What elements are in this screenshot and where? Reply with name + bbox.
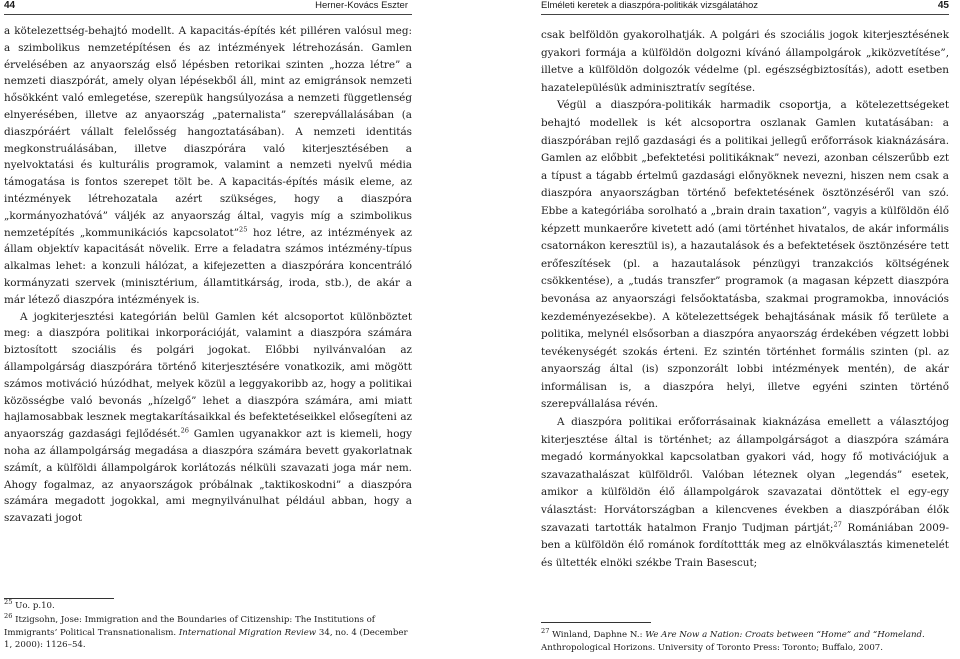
footnote-27: $^{27}$ Winland, Daphne N.: We Are Now a Nation: Croats between “Home” and “Homeland. Anthropological Horizons. University of Toronto Press: Toronto; Buffalo, 2007.	[541, 627, 925, 653]
left-page-number: 44	[4, 0, 16, 11]
right-footnote-rule	[541, 622, 651, 623]
right-paragraph-3: A diaszpóra politikai erőforrásainak kiaknázása emellett a választójog kiterjesztése által is történhet; az állampolgárságot a diaszpóra számára megadó kormányokkal kapcsolatban gyakori vád, hogy fő motivációjuk a szavazathalászat külföldről. Valóban léteznek olyan „legendás” esetek, amikor a külföldön élő állampolgárok szavazatai döntöttek el egy-egy választást: Horvátországban a kilencvenes években a diaszpórában élők szavazati tartották hatalmon Franjo Tudjman pártját;$^{27}$ Romániában 2009-ben a külföldön élő románok fordítottták meg az elnökválasztás kimenetelét és ültették elnöki székbe Train Basescut;	[541, 416, 949, 569]
right-page	[541, 0, 949, 659]
footnote-ref-25[interactable]: 25	[239, 225, 248, 234]
footnote-ref-26[interactable]: 26	[180, 426, 189, 435]
left-running-header	[4, 0, 412, 15]
left-paragraph-2: A jogkiterjesztési kategórián belül Gamlen két alcsoportot különböztet meg: a diaszpóra politikai inkorporációját, valamint a diaszpóra számára biztosított szociális és polgári jogokat. Előbbi nyilvánvalóan az állampolgárság diaszpórára történő kiterjesztésére vonatkozik, ami mögött számos motiváció húzódhat, melyek közül a leggyakoribb az, hogy a politikai közösségbe való bevonás „hízelgő” lehet a diaszpóra számára, ami miatt hajlamosabbak lesznek megtakarításaikkal és befektetéseikkel elősegíteni az anyaország gazdasági fejlődését.$^{26}$ Gamlen ugyanakkor azt is kiemeli, hogy noha az állampolgárság megadása a diaszpóra számára bevett gyakorlatnak számít, a külföldi állampolgárok korlátozás nélküli szavazati joga már nem. Ahogy fogalmaz, az anyaországok próbálnak „taktikoskodni” a diaszpóra számára megadott jogokkal, ami megnyilvánulhat például abban, hogy a szavazati jogot	[4, 310, 412, 525]
right-paragraph-2: Végül a diaszpóra-politikák harmadik csoportja, a kötelezettségeket behajtó modellek is két alcsoportra oszlanak Gamlen kutatásában: a diaszpórában rejlő gazdasági és a politikai jellegű erőforrások kiaknázására. Gamlen az előbbit „befektetési politikáknak” nevezi, azonban célszerűbb ezt a típust a tágabb értelmű gazdasági előnyöknek nevezni, hiszen nem csak a diaszpóra anyaországban történő befektetésének ösztönzéséről van szó. Ebbe a kategóriába sorolható a „brain drain taxation”, vagyis a külföldön élő képzett munkaerőre kivetett adó (ami történhet hivatalos, de akár informális csatornákon keresztül is), a hazautalások és a befektetések ösztönzésére tett erőfeszítések (pl. a hazautalások pénzügyi tranzakciós költségének csökkentése), a „tudás transzfer” programok (a magasan képzett diaszpóra bevonása az anyaországi felsőoktatásba, szakmai programokba, innovációs kezdeményezésekbe). A kötelezettségek behajtásának másik fő területe a politika, melynél elsősorban a diaszpóra anyaország érdekében végzett lobbi tevékenységét szokás érteni. Ez szintén történhet formális szinten (pl. az anyaország által (is) szponzorált lobbi intézmények mentén), de akár informálisan is, a diaszpóra helyi, illetve egyéni szinten történő szerepvállalása révén.	[541, 99, 949, 411]
footnote-ref-27[interactable]: 27	[833, 520, 842, 529]
right-running-header	[541, 0, 949, 15]
right-page-number: 45	[937, 0, 949, 11]
footnote-26: $^{26}$ Itzigsohn, Jose: Immigration and the Boundaries of Citizenship: The Institutions of Immigrants’ Political Transnationalism. International Migration Review 34, no. 4 (December 1, 2000): 1126–54.	[4, 612, 408, 650]
left-body-text	[4, 23, 412, 527]
left-footnote-rule	[4, 598, 114, 599]
right-paragraph-1: csak belföldön gyakorolhatják. A polgári és szociális jogok kiterjesztésének gyakori formája a külföldön dolgozni kívánó állampolgárok „kiközvetítése”, illetve a külföldön dolgozók védelme (pl. egészségbiztosítás), adott esetben hazatelepülésük adminisztratív segítése.	[541, 29, 949, 94]
right-running-title: Elméleti keretek a diaszpóra-politikák vizsgálatához	[541, 0, 759, 11]
left-paragraph-1: a kötelezettség-behajtó modellt. A kapacitás-építés két pilléren valósul meg: a szimbolikus nemzetépítésen és az intézmények létrehozásán. Gamlen érvelésében az anyaország első lépésben retorikai szinten „hozza létre” a nemzeti diaszpórát, amely olyan lépésekből áll, mint az emigránsok nemzeti hősökként való emlegetése, szerepük hangsúlyozása a nemzeti függetlenség elnyerésében, illetve az anyaország „paternalista” szerepvállalásában (a diaszpóráért vállalt felelősség hangoztatásában). A nemzeti identitás megkonstruálásában, illetve diaszpórára való kiterjesztésében a nyelvoktatási és kulturális programok, valamint a nemzeti nyelvű média támogatása is fontos szerepet tölt be. A kapacitás-építés másik eleme, az intézmények létrehozatala azért szükséges, hogy a diaszpóra „kormányozhatóvá” váljék az anyaország által, vagyis míg a szimbolikus nemzetépítés „kommunikációs kapcsolatot”$^{25}$ hoz létre, az intézmények az állam objektív kapacitását növelik. Erre a feladatra számos intézmény-típus alkalmas lehet: a konzuli hálózat, a kifejezetten a diaszpórára koncentráló kormányzati szervek (minisztérium, államtitkárság, iroda, stb.), de akár a már létező diaszpóra intézmények is.	[4, 25, 413, 306]
left-running-title: Herner-Kovács Eszter	[315, 0, 408, 11]
footnote-25: $^{25}$ Uo. p.10.	[4, 598, 55, 611]
left-page	[4, 0, 412, 659]
right-body-text	[541, 27, 949, 572]
